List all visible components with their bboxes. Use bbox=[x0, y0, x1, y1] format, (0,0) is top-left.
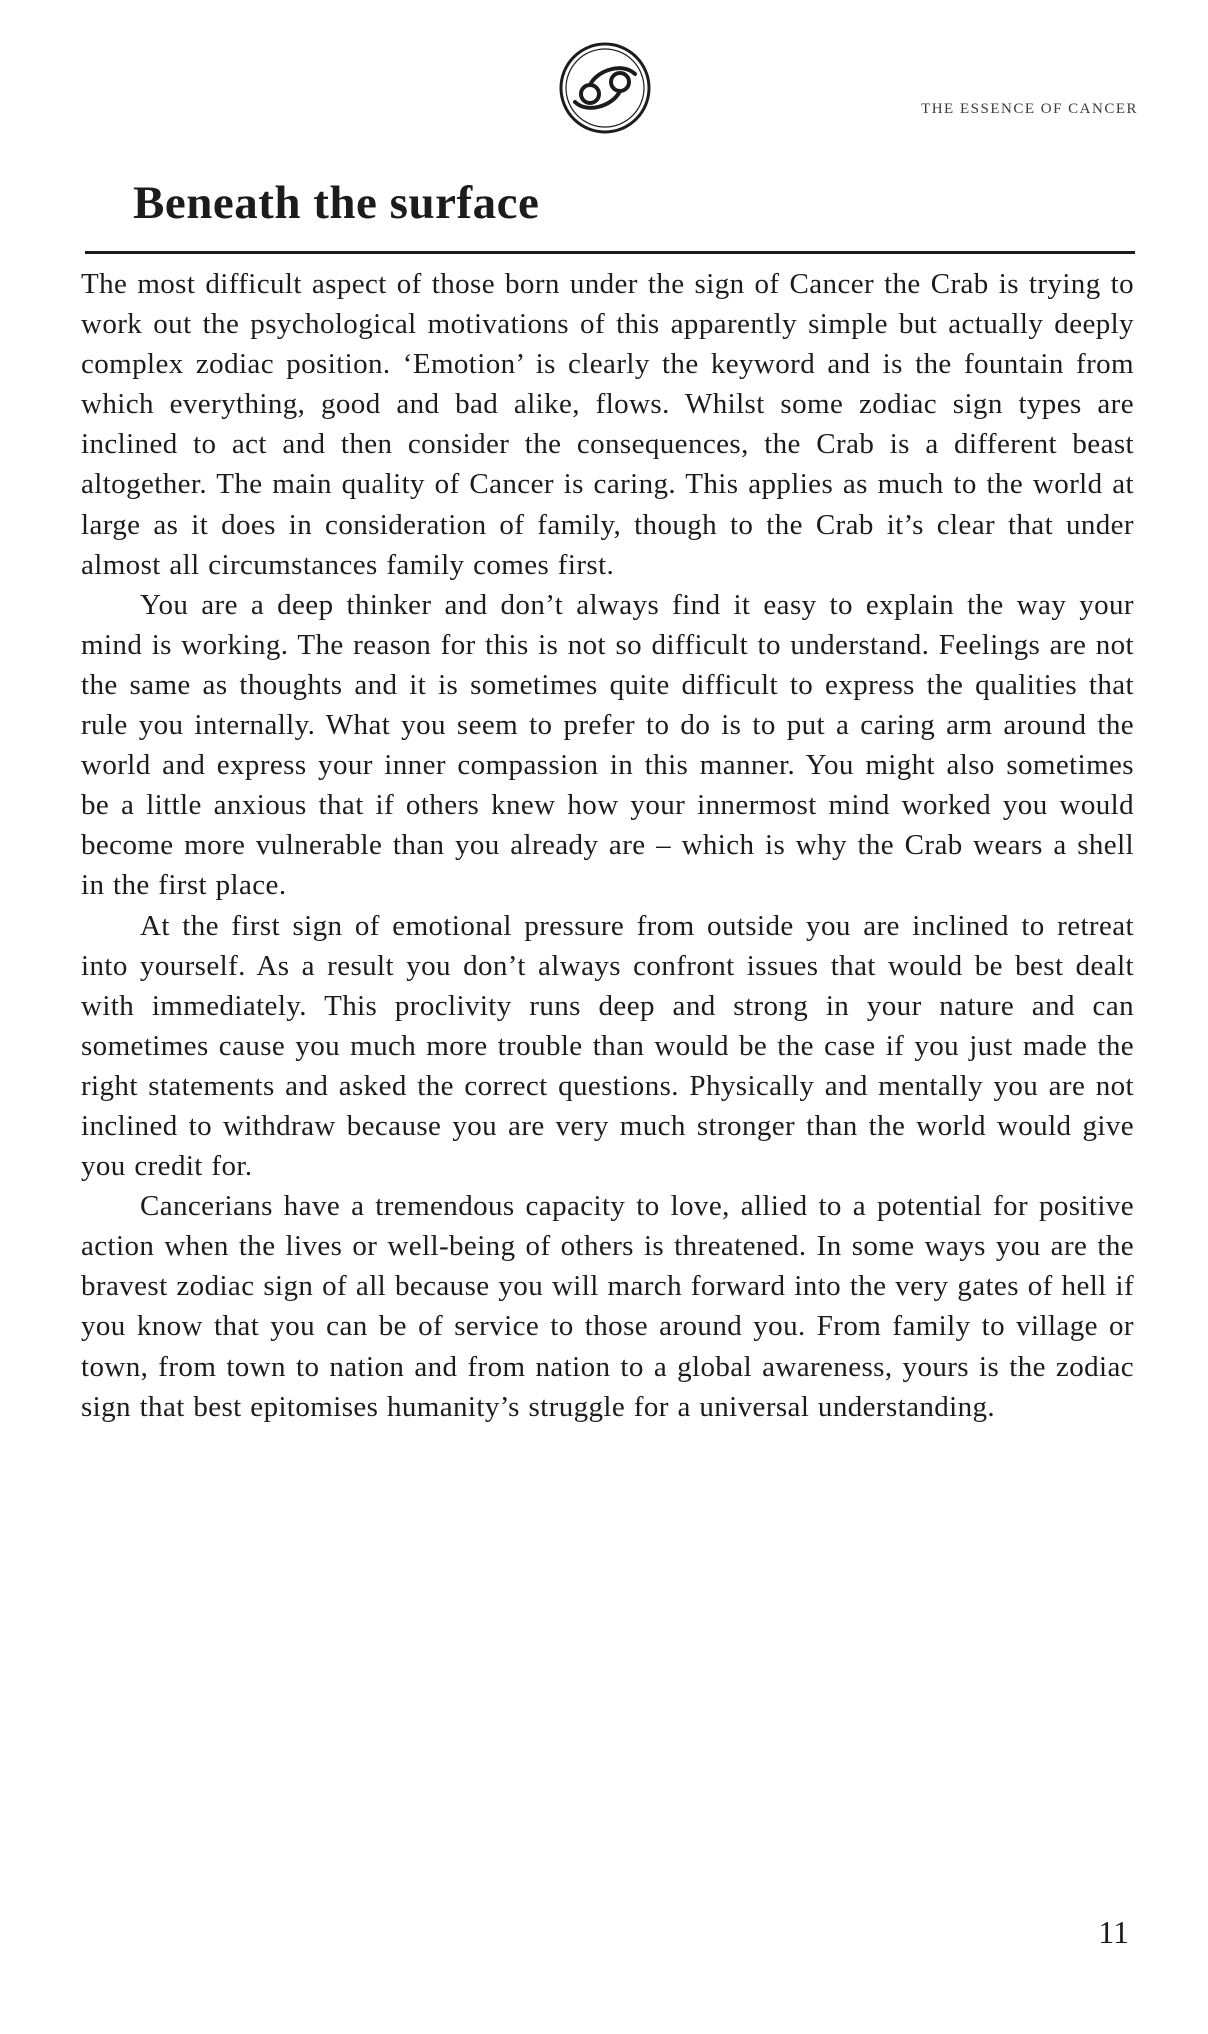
paragraph-1: The most difficult aspect of those born under the sign of Cancer the Crab is trying to work out the psychological motivations of this apparently simple but actually deeply complex zodiac position. ‘Emotion’ is clearly the keyword and is the fountain from which everything, good and bad alike, flows. Whilst some zodiac sign types are inclined to act and then consider the consequences, the Crab is a different beast altogether. The main quality of Cancer is caring. This applies as much to the world at large as it does in consideration of family, though to the Crab it’s clear that under almost all circumstances family comes first. bbox=[81, 268, 1134, 581]
title-divider bbox=[85, 251, 1135, 254]
paragraph-3: At the first sign of emotional pressure from outside you are inclined to retreat into yourself. As a result you don’t always confront issues that would be best dealt with immediately. This proclivity runs deep and strong in your nature and can sometimes cause you much more trouble than would be the case if you just made the right statements and asked the correct questions. Physically and mentally you are not inclined to withdraw because you are very much stronger than the world would give you credit for. bbox=[81, 909, 1134, 1183]
paragraph-2: You are a deep thinker and don’t always find it easy to explain the way your mind is working. The reason for this is not so difficult to understand. Feelings are not the same as thoughts and it is sometimes quite difficult to express the qualities that rule you internally. What you seem to prefer to do is to put a caring arm around the world and express your inner compassion in this manner. You might also sometimes be a little anxious that if others knew how your innermost mind worked you would become more vulnerable than you already are – which is why the Crab wears a shell in the first place. bbox=[81, 588, 1134, 902]
section-heading bbox=[85, 177, 1135, 254]
page-header bbox=[0, 0, 1208, 160]
paragraph-4: Cancerians have a tremendous capacity to love, allied to a potential for positive action when the lives or well-being of others is threatened. In some ways you are the bravest zodiac sign of all because you will march forward into the very gates of hell if you know that you can be of service to those around you. From family to village or town, from town to nation and from nation to a global awareness, yours is the zodiac sign that best epitomises humanity’s struggle for a universal understanding. bbox=[81, 1190, 1134, 1423]
page-title: Beneath the surface bbox=[133, 177, 540, 229]
running-head: THE ESSENCE OF CANCER bbox=[921, 101, 1138, 117]
page-number: 11 bbox=[1098, 1914, 1129, 1950]
cancer-zodiac-glyph-icon bbox=[557, 40, 653, 136]
body-text bbox=[81, 264, 1134, 1427]
